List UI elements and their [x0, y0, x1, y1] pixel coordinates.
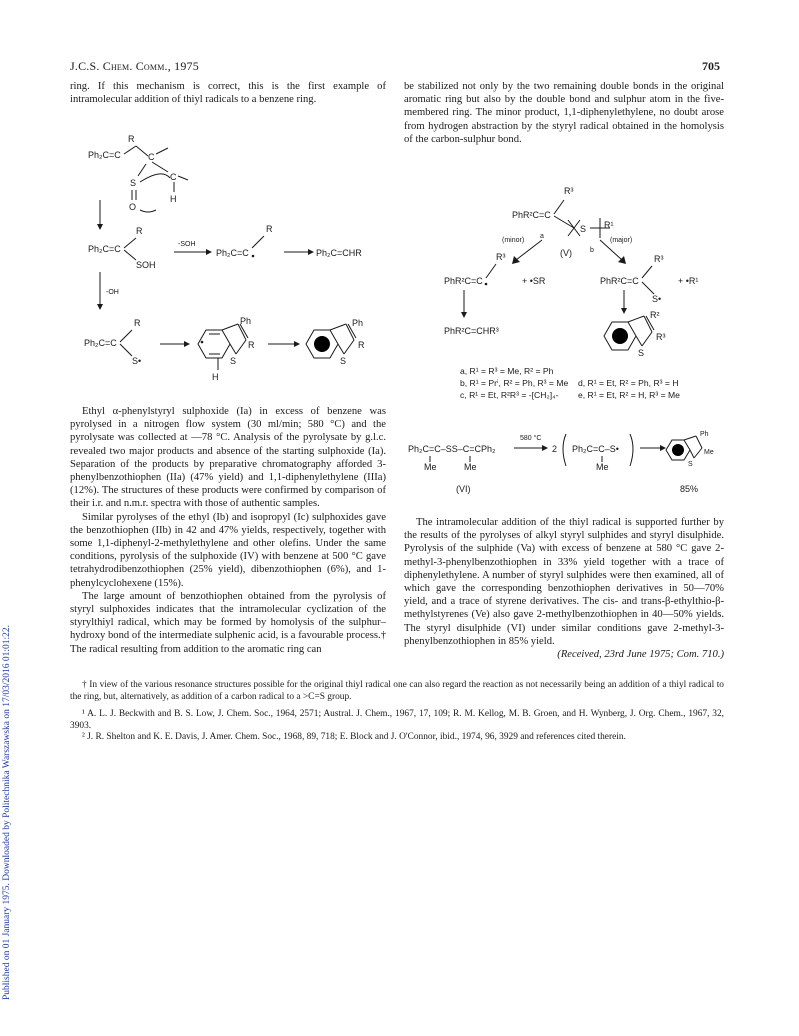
scheme1-product: Ph₂C=CHR	[316, 248, 362, 258]
reference-1: ¹ A. L. J. Beckwith and B. S. Low, J. Chem. Soc., 1964, 2571; Austral. J. Chem., 1967, 17, 109; R. M. Kellog, M. B. Groen, and H. Wynberg, J. Org. Chem., 1967, 32, 3903.	[70, 709, 724, 731]
scheme1-r-label: R	[266, 224, 273, 234]
scheme2-b-label: b	[590, 247, 594, 254]
scheme2-r3-label: R³	[564, 186, 574, 196]
scheme1-c2-label: C	[170, 172, 177, 182]
paragraph: be stabilized not only by the two remaining double bonds in the original aromatic ring but also by the double bond and sulphur atom in the five-membered ring. The minor product, 1,1-diphenylethylene, no doubt arose from hydrogen abstraction by the styryl radical obtained in the homolysis of the carbon-sulphur bond.	[404, 81, 724, 145]
paragraph: Ethyl α-phenylstyryl sulphoxide (Ia) in excess of benzene was pyrolysed in a nitrogen flow system (30 ml/min; 580 °C) and the pyrolysate was collected at —78 °C. Analysis of the pyrolysate by g.l.c. revealed two major products and absence of the starting sulphoxide (Ia). Separation of the products by preparative chromatography afforded 3-phenylbenzothiophen (IIa) (47% yield) and 1,1-diphenylethylene (IIIa) (12%). The structures of these products were confirmed by comparison of their i.r. and n.m.r. spectra with those of authentic samples.	[70, 406, 386, 510]
scheme-1-mechanism	[70, 118, 400, 400]
scheme1-ph2c-label: Ph₂C=C	[88, 244, 121, 254]
paragraph: Similar pyrolyses of the ethyl (Ib) and isopropyl (Ic) sulphoxides gave the benzothiophen (IIb) in 42 and 47% yields, respectively, together with some 1,1-diphenyl-2-methylethylene and other olefins. Under the same conditions, pyrolysis of the sulphoxide (IV) with benzene at 500 °C gave tetrahydrodibenzothiophen (25% yield), dibenzothiophen (6%), and 1-phenylcyclohexene (15%).	[70, 511, 386, 589]
scheme1-ph2c-label: Ph₂C=C	[88, 150, 121, 160]
scheme1-ph-label: Ph	[240, 316, 252, 326]
legend-entry-e: e, R¹ = Et, R² = H, R³ = Me	[578, 390, 680, 400]
scheme3-s-label: S	[688, 461, 693, 468]
scheme2-V-label: (V)	[560, 248, 572, 258]
page-number: 705	[702, 59, 720, 73]
footnotes	[70, 680, 724, 744]
scheme2-s-label: S	[638, 348, 645, 358]
scheme2-top-left: PhR²C=C	[512, 210, 551, 220]
scheme1-r-label: R	[136, 226, 143, 236]
legend-entry-d: d, R¹ = Et, R² = Ph, R³ = H	[578, 378, 679, 388]
scheme3-me-label: Me	[704, 449, 714, 456]
scheme3-intermediate: Ph₂C=C–S•	[572, 444, 619, 454]
download-watermark: Published on 01 January 1975. Downloaded by Politechnika Warszawska on 17/03/2016 01:01:22.	[2, 624, 12, 1000]
scheme2-a-label: a	[540, 233, 544, 240]
scheme1-o-label: O	[129, 202, 137, 212]
scheme1-r-label: R	[248, 340, 255, 350]
footnote-dagger: † In view of the various resonance structures possible for the original thiyl radical one can also regard the reaction as not necessarily being an addition of a thiyl radical to the ring, but, alternatively, as addition of a carbon radical to a >C=S group.	[70, 680, 724, 702]
scheme1-radical: Ph₂C=C	[216, 248, 249, 258]
scheme1-s-label: S	[130, 178, 137, 188]
scheme2-minor-label: (minor)	[502, 237, 525, 244]
scheme3-reactant: Ph₂C=C–SS–C=CPh₂	[408, 444, 496, 454]
scheme3-label: (VI)	[456, 484, 471, 494]
scheme2-radical-right: PhR²C=C	[600, 276, 639, 286]
scheme3-yield: 85%	[680, 484, 699, 494]
scheme2-r3-label: R³	[496, 252, 506, 262]
scheme1-s-label: S	[230, 356, 237, 366]
paragraph: The intramolecular addition of the thiyl radical is supported further by the results of the pyrolyses of alkyl styryl sulphides and styryl disulphide. Pyrolysis of the sulphide (Va) with excess of benzene at 580 °C gave 2-methyl-3-phenylbenzothiophen in 33% yield together with a trace of diphenylethylene. A number of styryl sulphides were then examined, all of which gave the corresponding benzothiophen derivatives in 50—70% yield, and a trace of styrene derivatives. The cis- and trans-β-ethylthio-β-methylstyrenes (Ve) also gave 2-methylbenzothiophen in 40—50% yields. The styryl disulphide (VI) under similar conditions gave 2-methyl-3-phenylbenzothiophen in 85% yield.	[404, 517, 724, 647]
scheme2-plus-r1: + •R¹	[678, 276, 699, 286]
scheme1-h-label: H	[212, 372, 219, 382]
scheme1-r-label: R	[128, 134, 135, 144]
scheme1-minus-oh: -OH	[106, 289, 119, 296]
scheme2-product-left: PhR²C=CHR³	[444, 326, 499, 336]
legend-entry-b: b, R¹ = Prⁱ, R² = Ph, R³ = Me	[460, 378, 569, 388]
scheme1-c-label: C	[148, 152, 155, 162]
scheme1-ph2c-label: Ph₂C=C	[84, 338, 117, 348]
scheme-3-disulphide-pyrolysis	[404, 426, 724, 506]
journal-header: J.C.S. Chem. Comm., 1975	[70, 59, 199, 73]
legend-entry-c: c, R¹ = Et, R²R³ = -[CH₂]₄-	[460, 390, 559, 400]
scheme2-plus-sr: + •SR	[522, 276, 546, 286]
scheme2-radical-left: PhR²C=C	[444, 276, 483, 286]
received-date: (Received, 23rd June 1975; Com. 710.)	[557, 649, 724, 661]
reference-2: ² J. R. Shelton and K. E. Davis, J. Amer. Chem. Soc., 1968, 89, 718; E. Block and J. O'Connor, ibid., 1974, 96, 3929 and references cited therein.	[82, 732, 626, 742]
scheme3-me-label: Me	[424, 462, 437, 472]
scheme2-s-label: S	[580, 224, 587, 234]
scheme3-ph-label: Ph	[700, 431, 709, 438]
scheme2-r1-label: R¹	[604, 220, 614, 230]
paragraph: The large amount of benzothiophen obtained from the pyrolysis of styryl sulphoxides indicates that the intramolecular cyclization of the styrylthiyl radical, which may be formed by homolysis of the sulphur–hydroxy bond of the intermediate sulphenic acid, is a favourable process.† The radical resulting from addition to the aromatic ring can	[70, 590, 386, 655]
scheme1-r-label: R	[134, 318, 141, 328]
scheme2-r2-label: R²	[650, 310, 660, 320]
scheme2-r3-label: R³	[656, 332, 666, 342]
scheme1-r-label: R	[358, 340, 365, 350]
scheme2-r3-label: R³	[654, 254, 664, 264]
scheme2-s-radical: S•	[652, 294, 662, 304]
right-column-top	[404, 80, 724, 146]
scheme1-minus-soh: -SOH	[178, 241, 196, 248]
scheme1-s-label: S	[340, 356, 347, 366]
scheme1-soh-label: SOH	[136, 260, 156, 270]
scheme3-me-label: Me	[596, 462, 609, 472]
scheme1-s-radical: S•	[132, 356, 142, 366]
scheme3-me-label: Me	[464, 462, 477, 472]
scheme1-h-label: H	[170, 194, 177, 204]
paragraph: ring. If this mechanism is correct, this is the first example of intramolecular addition of thiyl radicals to a benzene ring.	[70, 81, 386, 106]
left-column-body	[70, 405, 386, 656]
scheme3-factor: 2	[552, 444, 558, 454]
right-column-body	[404, 516, 724, 661]
scheme3-conditions: 580 °C	[520, 435, 542, 442]
left-column-top	[70, 80, 386, 106]
legend-entry-a: a, R¹ = R³ = Me, R² = Ph	[460, 366, 554, 376]
scheme2-major-label: (major)	[610, 237, 633, 244]
scheme1-ph-label: Ph	[352, 318, 364, 328]
